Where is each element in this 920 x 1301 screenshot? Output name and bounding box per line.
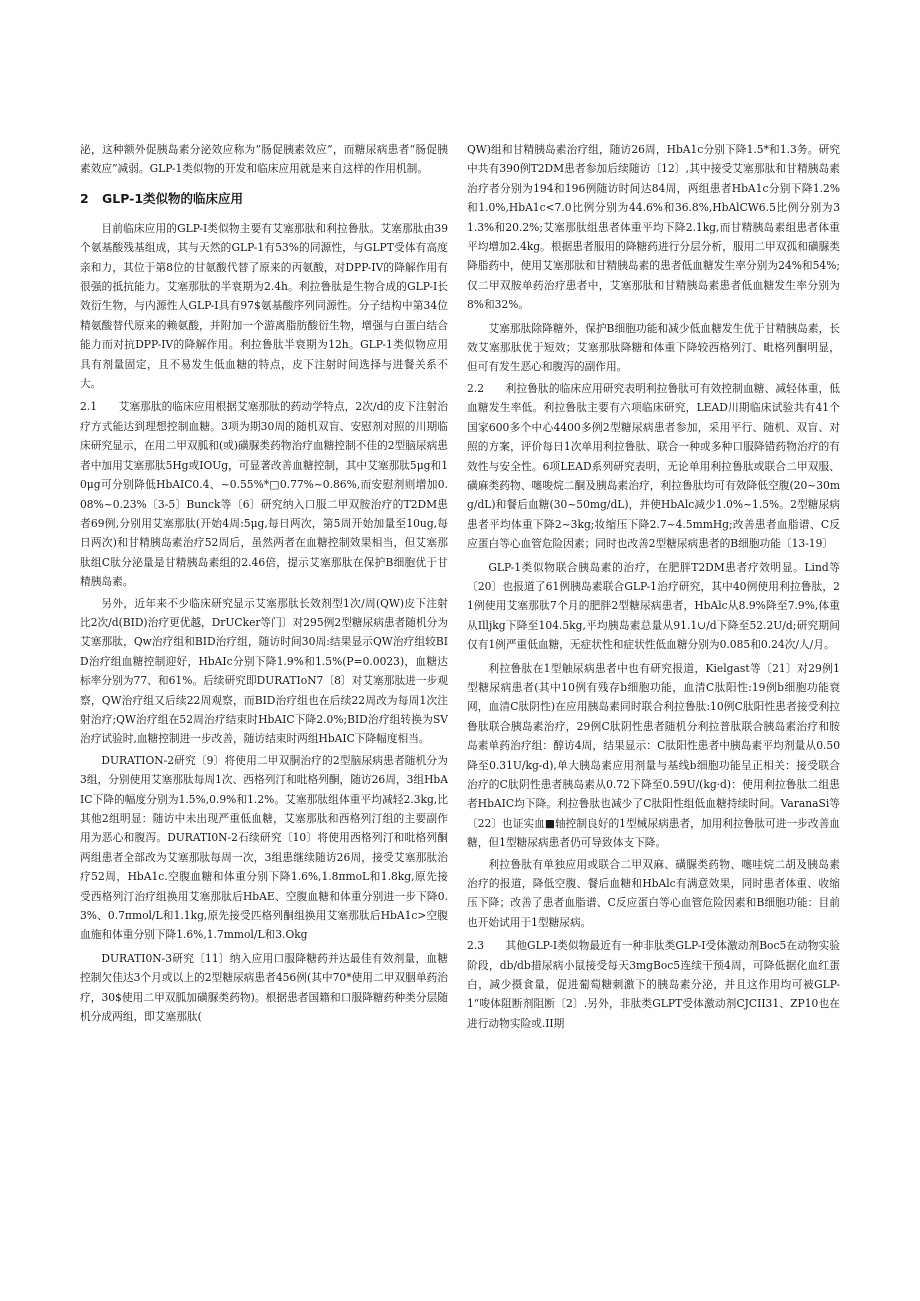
paragraph-duration-2: DURATION-2研究〔9〕将使用二甲双胴治疗的2型脑尿病患者随机分为3组，分别使用艾塞那肽每周1次、西格列汀和吡格列酮，随访26周，3组HbAIC下降的幅度分别为1.5%,0.9%和1.2%。艾塞那肽组体重平均减轻2.3kg,比其他2组明显：随访中未出现严重低血糖，艾塞那肽和西格列汀组的主要副作用为恶心和腹泻。DURATI0N-2石续研究〔10〕将使用西格列汀和吡格列酮两组患者全部改为艾塞那肽每周一次，3组患继续随访26周，接受艾塞那肽治疗52周，HbA1c.空腹血糖和体重分别下降1.6%,1.8πmoL和1.8kg,原先接受西格列汀治疗组换用艾塞那肽后HbAE、空腹血糖和体重分别进一步下降0.3%、0.7πmol/L和1.1kg,原先接受匹格列酮组换用艾塞那肽后HbA1c>空腹血施和体重分别下降1.6%,1.7mmol/L和3.Okg xyxy=(80,753,448,942)
paragraph-kielgast-study: 利拉鲁肽在1型触尿病患者中也有研究报道，Kielgast等〔21〕对29例1型糖尿病患者(其中10例有残存b细胞功能，血清C肽阳性:19例b细胞功能衰网，血清C肽阴性)在应用胰岛素同时联合利拉鲁肽:10例C肽阳性患者接受利拉鲁肽联合胰岛素治疗，29例C肽阴性患者随机分利拉普肽联合胰岛素治疗和胺岛素单药治疗组：醇访4周，结果显示：C肽阳性患者中胰岛素平均剂量从0.50降至0.31U/kg-d),单大胰岛素应用剂量与基线b细胞功能呈正相关：接受联合治疗的C肽阴性患者胰岛素从0.72下降至0.59U/(kg·d)：使用利拉鲁肽二组患者HbAIC均下降。利拉鲁肽也减少了C肽阳性组低血糖持续时间。VaranaSi等〔22〕也证实血■轴控制良好的1型械尿病患者，加用利拉鲁肽可进一步改善血糖，但1型糖尿病患者仍可导致体支下降。 xyxy=(467,661,840,850)
paragraph-exenatide-summary: 艾塞那肽除降糖外，保护B细胞功能和减少低血糖发生优于甘精胰岛素，长效艾塞那肽优于短效；艾塞那肽降糖和体重下降较西格列汀、毗格列酮明显，但可有发生恶心和腹泻的副作用。 xyxy=(467,321,840,374)
section-heading-2 xyxy=(80,189,448,209)
section-number: 2 xyxy=(80,190,89,206)
left-column xyxy=(80,140,448,1026)
paragraph-2-1-exenatide: 2.1 艾塞那肽的临床应用根据艾塞那肽的药动学特点，2次/d的皮下注射治疗方式能达到理想控制血糖。3项为期30周的随机双盲、安慰剂对照的川期临床研究显示，在用二甲双胍和(或)磺脲类药物治疗血糖控制不佳的2型脑尿病患者中加用艾塞那肽5Hg或IOUg，可显著改善血糖控制，其中艾塞那肽5μg和10μg可分别降低HbAIC0.4、~0.55%*□0.77%~0.86%,而安慰剂则增加0.08%~0.23%〔3-5〕Bunck等〔6〕研究纳入口服二甲双胺治疗的T2DM患者69例,分别用艾塞那肽(开始4周:5μg,每日两次，第5周开始加量至10ug,每日两次)和甘精胰岛素治疗52周后，虽然两者在血糖控制效果相当，但艾塞那肽组C肽分泌量是甘精胰岛素组的2.46倍，提示艾塞那肽在保护B细胞优于甘精胰岛素。 xyxy=(80,400,448,589)
right-column xyxy=(467,140,840,1033)
paragraph-overview: 目前临床应用的GLP-I类似物主要有艾塞那肽和利拉鲁肽。艾塞那肽由39个氨基酸残基组成，其与天然的GLP-1有53%的同源性，与GLPT受体有高度亲和力，其位于第8位的甘氨酸代替了原来的丙氨酸，对DPP-IV的降解作用有很强的抵抗能力。艾塞那肽的半衰期为2.4h。利拉鲁肽是生物合成的GLP-I长效衍生物，与内源性人GLP-I具有97$氨基酸序列同源性。分子结构中第34位精氨酸替代原来的赖氨酸，并附加一个游离脂肪酸衍生物，增强与白蛋白结合能力而对抗DPP-IV的降解作用。利拉鲁肽半衰期为12h。GLP-1类似物应用具有剂量固定，且不易发生低血糖的特点，皮下注射时间选择与进餐关系不大。 xyxy=(80,221,448,391)
paragraph-duration-3: DURATI0N-3研究〔11〕纳入应用口服降糖药并达最佳有效剂量，血糖控制欠佳达3个月或以上的2型糖尿病患者456例(其中70*使用二甲双胭单药治疗，30$使用二甲双胍加磺脲类药物)。根据患者国籍和口服降糖药种类分层随机分成两组，即艾塞那肽( xyxy=(80,951,448,1024)
paragraph-continued: QW)组和甘精胰岛素治疗组，随访26周，HbA1c分别下降1.5*和1.3务。研究中共有390例T2DM患者参加后续随访〔12〕,其中接受艾塞那肽和甘精胰岛素治疗者分别为194和196例随访时间达84周，两组患者HbA1c分别下降1.2%和1.0%,HbA1c<7.0比例分别为44.6%和36.8%,HbAlCW6.5比例分别为31.3%和20.2%;艾塞那肽组患者体重平均下降2.1kg,而甘精胰岛素组患者体重平均增加2.4kg。根据患者服用的降糖药进行分层分析，服用二甲双孤和磺脲类降脂药中，使用艾塞那肽和甘精胰岛素的患者低血糖发生率分别为24%和54%;仅二甲双胺单药治疗患者中，艾塞那肽和甘精胰岛素患者低血糖发生率分别为8%和32%。 xyxy=(467,143,840,312)
paragraph-liraglutide-other: 利拉鲁肽有单独应用或联合二甲双麻、磺脲类药物、噻哇烷二胡及胰岛素治疗的报道，降低空腹、餐后血糖和HbAlc有满意效果，同时患者体重、收缩压下降；改善了患者血脂谱、C反应蛋白等心血管危险因素和B细胞功能：目前也开始试用于1型糖尿病。 xyxy=(467,857,840,929)
paragraph-weekly-formulation: 另外，近年来不少临床研究显示艾塞那肽长效剂型1次/周(QW)皮下注射比2次/d(BID)治疗更优越，DrUCker等门〕对295例2型糖尿病患者随机分为艾塞那肽，Qw治疗组和BID治疗组，随访时间30周:结果显示QW治疗组较BID治疗组血糖控制迎好，HbAIc分别下降1.9%和1.5%(P=0.0023)，血糖达标率分别为77、和61%。后续研究即DURATIoN7〔8〕对艾塞那肽进一步观察，QW治疗组又后续22周观察，而BID治疗组也在后续22周改为每周1次注射治疗;QW治疗组在52周治疗结束时HbAIC下降2.0%;BID治疗组转换为SV治疗试验时,血糖控制进一步改善，随访结束时两组HbAIC下降幅度相当。 xyxy=(80,596,449,746)
paragraph-2-3-other-analogs: 2.3 其他GLP-I类似物最近有一种非肽类GLP-I受体激动剂Boc5在动物实验阶段，db/db措尿病小鼠接受每天3mgBoc5连续干预4周，可降低据化血红蛋白，减少摄食量，促进葡萄糖刺激下的胰岛素分泌，并且这作用均可被GLP-1“唆体阻断剂阻断〔2〕.另外，非肽类GLPT受体激动剂CJCII31、ZP10也在进行动物实险或.II期 xyxy=(467,939,840,1030)
paragraph-2-2-liraglutide: 2.2 利拉鲁肽的临床应用研究表明利拉鲁肽可有效控制血糖、减轻体重，低血糖发生率低。利拉鲁肽主要有六项临床研究，LEAD川期临床试验共有41个国家600多个中心4400多例2型糖尿病患者参加，采用平行、随机、双盲、对照的方案，评价每日1次单用利拉鲁肽、联合一种或多种口服降错药物治疗的有效性与安全性。6项LEAD系列研究表明，无论单用利拉鲁肽或联合二甲双服、磺麻类药物、噻唆烷二酮及胰岛素治疗，利拉鲁肽均可有效降低空腹(20~30mg/dL)和餐后血糖(30~50mg/dL)，并使HbAlc减少1.0%~1.5%。2型糖尿病患者平均体重下降2~3kg;妆缩压下降2.7~4.5mmHg;改善患者血脂谱、C反应蛋白等心血管危险因素；同时也改善2型糖尿病患者的B细胞功能〔13-19〕 xyxy=(467,381,840,551)
paragraph-lind-study: GLP-1类似物联合胰岛素的治疗，在肥胖T2DM患者疗效明显。Lind等〔20〕也报道了61例胰岛素联合GLP-1治疗研究，其中40例使用利拉鲁肽，21例使用艾塞那肽7个月的肥胖2型糖尿病患者，HbAlc从8.9%降至7.9%,体重从Illjkg下降至104.5kg,平均胰岛素总量从91.1∪/d下降至52.2U/d;研究期间仅有1例严重低血糖，无症状性和症状性低血糖分别为0.085和0.24次/人/月。 xyxy=(467,560,840,652)
paragraph-intro: 泌，这种额外促胰岛素分泌效应称为“肠促胰素效应”，而糖尿病患者“肠促胰素效应”减弱。GLP-1类似物的开发和临床应用就是来自这样的作用机制。 xyxy=(80,143,448,176)
section-title: GLP-1类似物的临床应用 xyxy=(102,190,244,206)
